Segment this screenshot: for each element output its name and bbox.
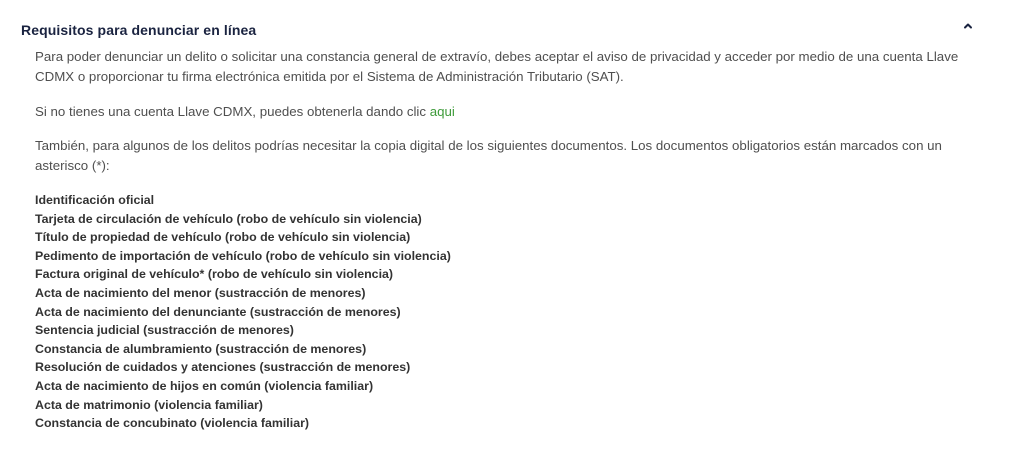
document-item: Acta de nacimiento del denunciante (sustracción de menores)	[35, 304, 401, 319]
documents-intro-paragraph: También, para algunos de los delitos podrías necesitar la copia digital de los siguientes documentos. Los documentos obligatorios están marcados con un asterisco (*):	[35, 138, 942, 173]
document-item: Pedimento de importación de vehículo (robo de vehículo sin violencia)	[35, 248, 451, 263]
document-item: Acta de nacimiento del menor (sustracción de menores)	[35, 285, 366, 300]
document-item: Constancia de concubinato (violencia familiar)	[35, 416, 310, 431]
document-item: Sentencia judicial (sustracción de menores)	[35, 323, 294, 338]
privacy-requirement-paragraph: Para poder denunciar un delito o solicitar una constancia general de extravío, debes aceptar el aviso de privacidad y acceder por medio de una cuenta Llave CDMX o proporcionar tu firma electrónica emitida por el Sistema de Administración Tributario (SAT).	[35, 49, 959, 84]
document-item: Tarjeta de circulación de vehículo (robo de vehículo sin violencia)	[35, 211, 422, 226]
accordion-header[interactable]	[0, 14, 1024, 48]
document-item: Constancia de alumbramiento (sustracción de menores)	[35, 341, 367, 356]
llave-cdmx-text: Si no tienes una cuenta Llave CDMX, puedes obtenerla dando clic	[35, 104, 430, 119]
chevron-up-icon-glyph	[961, 19, 975, 33]
document-item: Acta de nacimiento de hijos en común (violencia familiar)	[35, 378, 374, 393]
llave-cdmx-paragraph	[35, 102, 985, 122]
chevron-up-icon[interactable]	[961, 19, 975, 33]
llave-cdmx-link[interactable]: aqui	[429, 104, 455, 119]
document-item: Resolución de cuidados y atenciones (sustracción de menores)	[35, 360, 411, 375]
accordion-title: Requisitos para denunciar en línea	[21, 22, 257, 38]
document-item: Título de propiedad de vehículo (robo de vehículo sin violencia)	[35, 230, 411, 245]
document-item: Acta de matrimonio (violencia familiar)	[35, 397, 263, 412]
documents-list	[35, 191, 451, 433]
document-item: Identificación oficial	[35, 193, 155, 207]
document-item: Factura original de vehículo* (robo de vehículo sin violencia)	[35, 267, 394, 282]
